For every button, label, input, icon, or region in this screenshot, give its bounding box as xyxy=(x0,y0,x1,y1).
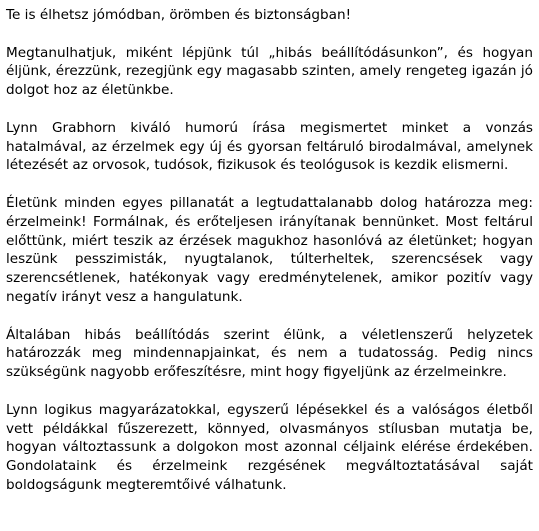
paragraph-tagline: Te is élhetsz jómódban, örömben és biztonságban! xyxy=(6,7,352,23)
paragraph-emotions: Életünk minden egyes pillanatát a legtudattalanabb dolog határozza meg: érzelmeink! Formálnak, és erőteljesen irányítanak bennünket. Most feltárul előttünk, miért teszik az érzések magukhoz hasonlóvá az életünket; hogyan leszünk pesszimisták, nyugtalanok, túlterheltek, szerencsések vagy szerencsétlenek, hatékonyak vagy eredménytelenek, amikor pozitív vagy negatív irányt vesz a hangulatunk. xyxy=(6,194,533,305)
paragraph-author: Lynn Grabhorn kiváló humorú írása megismertet minket a vonzás hatalmával, az érzelmek egy új és gyorsan feltáruló birodalmával, amelynek létezését az orvosok, tudósok, fizikusok és teológusok is kezdik elismerni. xyxy=(6,119,533,174)
paragraph-intro: Megtanulhatjuk, miként lépjünk túl „hibás beállítódásunkon”, és hogyan éljünk, érezzünk, rezegjünk egy magasabb szinten, amely rengeteg igazán jó dolgot hoz az életünkbe. xyxy=(6,44,533,99)
paragraph-method: Lynn logikus magyarázatokkal, egyszerű lépésekkel és a valóságos életből vett példákkal fűszerezett, könnyed, olvasmányos stílusban mutatja be, hogyan változtassunk a dolgokon most azonnal céljaink elérése érdekében. Gondolataink és érzelmeink rezgésének megváltoztatásával saját boldogságunk megteremtőivé válhatunk. xyxy=(6,401,533,493)
paragraph-default-setting: Általában hibás beállítódás szerint élünk, a véletlenszerű helyzetek határozzák meg mindennapjainkat, és nem a tudatosság. Pedig nincs szükségünk nagyobb erőfeszítésre, mint hogy figyeljünk az érzelmeinkre. xyxy=(6,326,533,381)
